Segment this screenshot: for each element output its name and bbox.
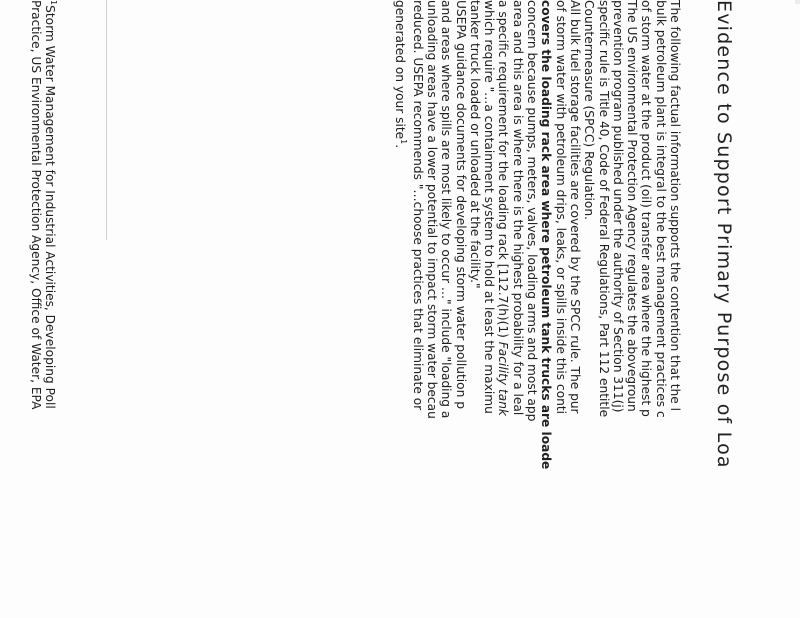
paragraph-3-line: area and this area is where there is the highest probability for a leal [510,0,525,416]
paragraph-3-line: tanker truck loaded or unloaded at the facility." [467,0,482,289]
generated-text: generated on your site [393,0,408,140]
paragraph-2-line: The US environmental Protection Agency regulates the abovegroun [625,0,640,412]
paragraph-4-line: unloading areas have a lower potential to impact storm water becau [424,0,439,419]
paragraph-3-line: concern because pumps, meters, valves, loading arms and most app [525,0,540,422]
paragraph-3-line: covers the loading rack area where petroleum tank trucks are loade [539,0,554,470]
paragraph-2-line: prevention program published under the authority of Section 311(j) [610,0,625,413]
paragraph-2-line: specific rule is Title 40, Code of Federal Regulations, Part 112 entitle [596,0,611,418]
page-title: Evidence to Support Primary Purpose of Loa [713,0,735,469]
paragraph-4-line [393,0,410,618]
paragraph-4-line: USEPA guidance documents for developing storm water pollution p [453,0,468,409]
footnote [28,0,60,618]
requirement-text: a specific requirement for the loading rack [112.7(h)(1) [496,0,511,338]
paragraph-2-line: Countermeasure (SPCC) Regulation. [582,0,597,220]
body-text [393,0,682,618]
paragraph-3-line [496,0,510,618]
footnote-line [43,0,60,618]
paragraph-4-line: reduced. USEPA recommends "…choose practices that eliminate or [410,0,425,411]
paragraph-4-line: and areas where spills are most likely to occur …" include "loading a [439,0,454,419]
footnote-number: 1 [49,0,58,6]
period: . [393,144,408,149]
paragraph-1-line: bulk petroleum plant is integral to the best management practices c [653,0,668,418]
footnote-text: Storm Water Management for Industrial Activities, Developing Poll [42,5,57,409]
facility-tank-italic: Facility tank [496,341,511,416]
paragraph-3-line: which require "…a containment system to hold at least the maximu [482,0,497,414]
paragraph-3-line: All bulk fuel storage facilities are covered by the SPCC rule. The pur [567,0,582,414]
paragraph-1-line: of storm water at the product (oil) transfer area where the highest p [639,0,654,417]
footnote-divider [106,0,107,240]
paragraph-3-line: of storm water with petroleum drips, leaks, or spills inside this conti [553,0,568,415]
paragraph-1-line: The following factual information supports the contention that the l [668,0,682,411]
footnote-ref: 1 [399,139,409,145]
footnote-line: Practice, US Environmental Protection Agency, Office of Water, EPA [28,0,43,410]
